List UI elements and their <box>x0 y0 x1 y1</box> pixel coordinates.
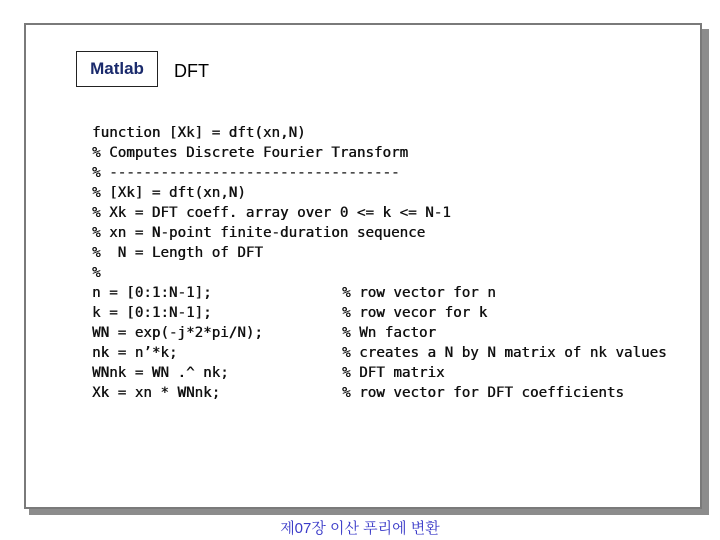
code-statement: % Computes Discrete Fourier Transform <box>92 145 409 161</box>
code-line <box>92 143 692 163</box>
code-line <box>92 363 692 383</box>
code-comment: % Wn factor <box>342 325 436 341</box>
code-statement: % N = Length of DFT <box>92 245 263 261</box>
code-line <box>92 383 692 403</box>
code-comment: % row vector for DFT coefficients <box>342 385 624 401</box>
code-statement: % [Xk] = dft(xn,N) <box>92 185 246 201</box>
code-statement: function [Xk] = dft(xn,N) <box>92 125 306 141</box>
code-comment: % DFT matrix <box>342 365 445 381</box>
code-statement: WNnk = WN .^ nk; <box>92 365 229 381</box>
code-statement: n = [0:1:N-1]; <box>92 285 212 301</box>
code-statement: k = [0:1:N-1]; <box>92 305 212 321</box>
code-line <box>92 203 692 223</box>
code-statement: % <box>92 265 101 281</box>
code-comment: % row vecor for k <box>342 305 488 321</box>
code-statement: Xk = xn * WNnk; <box>92 385 221 401</box>
code-line <box>92 263 692 283</box>
code-line <box>92 283 692 303</box>
code-line <box>92 323 692 343</box>
code-comment: % row vector for n <box>342 285 496 301</box>
code-statement: % xn = N-point finite-duration sequence <box>92 225 426 241</box>
chapter-footer: 제07장 이산 푸리에 변환 <box>280 520 440 537</box>
code-listing <box>92 123 692 403</box>
slide-title: DFT <box>174 61 209 81</box>
code-statement: % Xk = DFT coeff. array over 0 <= k <= N-1 <box>92 205 451 221</box>
code-line <box>92 343 692 363</box>
code-statement: nk = n’*k; <box>92 345 178 361</box>
code-statement: WN = exp(-j*2*pi/N); <box>92 325 263 341</box>
matlab-tag-label: Matlab <box>90 59 144 78</box>
matlab-tag <box>76 51 158 87</box>
code-line <box>92 303 692 323</box>
code-line <box>92 183 692 203</box>
code-line <box>92 163 692 183</box>
code-line <box>92 123 692 143</box>
code-line <box>92 223 692 243</box>
code-comment: % creates a N by N matrix of nk values <box>342 345 667 361</box>
code-statement: % ---------------------------------- <box>92 165 400 181</box>
code-line <box>92 243 692 263</box>
